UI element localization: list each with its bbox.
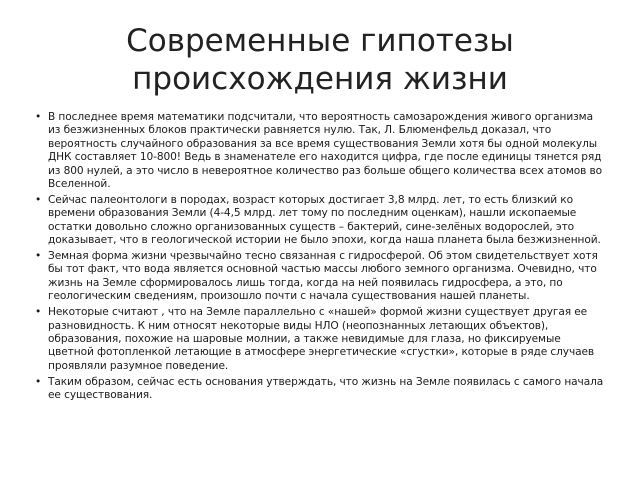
list-item	[35, 194, 607, 248]
list-item	[35, 111, 607, 191]
list-item	[35, 376, 607, 403]
bullet-icon: •	[35, 375, 42, 388]
list-item	[35, 306, 607, 373]
bullet-icon: •	[35, 111, 42, 123]
slide-title: Современные гипотезы происхождения жизни	[126, 23, 514, 97]
list-item	[35, 250, 607, 304]
paragraph-text: Сейчас палеонтологи в породах, возраст которых достигает 3,8 млрд. лет, то есть близкий ко времени образования Земли (4-4,5 млрд. лет тому по последним оценкам), нашли ископаемые остатки довольно сложно организованных существ – бактерий, сине-зелёных водорослей, это доказывает, что в геологической истории не было эпохи, когда наша планета была безжизненной.	[48, 193, 601, 247]
paragraph-text: В последнее время математики подсчитали, что вероятность самозарождения живого организма из безжизненных блоков практически равняется нулю. Так, Л. Блюменфельд доказал, что вероятность случайного образования за все время существования Земли хотя бы одной молекулы ДНК составляет 10-800! Ведь в знаменателе его находится цифра, где после единицы тянется ряд из 800 нулей, а это число в невероятное количество раз больше общего количества всех атомов во Вселенной.	[48, 111, 603, 191]
paragraph-text: Некоторые считают , что на Земле параллельно с «нашей» формой жизни существует другая ее разновидность. К ним относят некоторые виды НЛО (неопознанных летающих объектов), образования, похожие на шаровые молнии, а также невидимые для глаза, но фиксируемые цветной фотопленкой летающие в атмосфере энергетические «сгустки», которые в ряде случаев проявляли разумное поведение.	[48, 306, 595, 372]
bullet-icon: •	[35, 193, 42, 206]
slide-content-list	[35, 111, 607, 405]
paragraph-text: Таким образом, сейчас есть основания утверждать, что жизнь на Земле появилась с самого начала ее существования.	[48, 375, 604, 402]
bullet-icon: •	[35, 250, 42, 263]
paragraph-text: Земная форма жизни чрезвычайно тесно связанная с гидросферой. Об этом свидетельствует хотя бы тот факт, что вода является основной частью массы любого земного организма. Очевидно, что жизнь на Земле сформировалось лишь тогда, когда на ней появилась гидросфера, а это, по геологическим сведениям, произошло почти с начала существования нашей планеты.	[48, 250, 598, 303]
bullet-icon: •	[35, 306, 42, 319]
